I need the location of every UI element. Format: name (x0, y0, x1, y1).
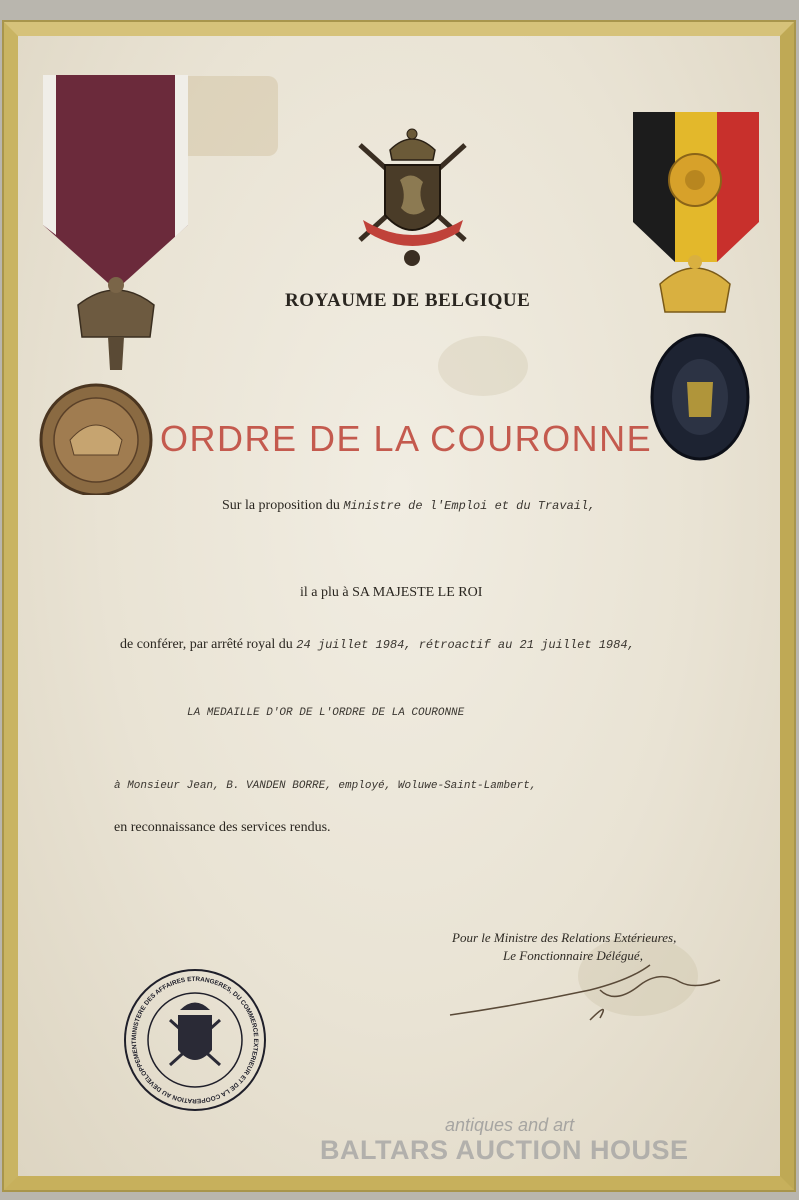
recipient-line: à Monsieur Jean, B. VANDEN BORRE, employé, Woluwe-Saint-Lambert, (114, 780, 537, 792)
watermark-tagline: antiques and art (445, 1115, 575, 1135)
recognition-line: en reconnaissance des services rendus. (114, 820, 331, 835)
confer-dates: 24 juillet 1984, rétroactif au 21 juillet 1984, (296, 638, 635, 652)
confer-line (120, 637, 635, 653)
proposal-minister: Ministre de l'Emploi et du Travail, (343, 499, 596, 513)
proposal-prefix: Sur la proposition du (222, 498, 340, 513)
kingdom-heading: ROYAUME DE BELGIQUE (285, 290, 531, 311)
ministry-seal (120, 965, 270, 1115)
order-title: ORDRE DE LA COURONNE (160, 418, 653, 459)
medal-name: LA MEDAILLE D'OR DE L'ORDRE DE LA COURONNE (187, 707, 465, 719)
proposal-line (222, 498, 595, 514)
confer-prefix: de conférer, par arrêté royal du (120, 637, 293, 652)
seal-text: MINISTERE DES AFFAIRES ETRANGERES, DU COMMERCE EXTERIEUR ET DE LA COOPERATION AU DEVELOPPEMENT (130, 975, 260, 1105)
handwritten-signature (440, 960, 740, 1030)
crown-order-medal (38, 75, 193, 495)
belgian-coat-of-arms (345, 120, 480, 275)
watermark-brand: BALTARS AUCTION HOUSE (320, 1135, 689, 1165)
labour-decoration-medal (625, 112, 765, 462)
signature-line-2: Le Fonctionnaire Délégué, (503, 948, 643, 963)
king-line: il a plu à SA MAJESTE LE ROI (300, 585, 483, 600)
signature-line-1: Pour le Ministre des Relations Extérieures, (452, 930, 677, 945)
